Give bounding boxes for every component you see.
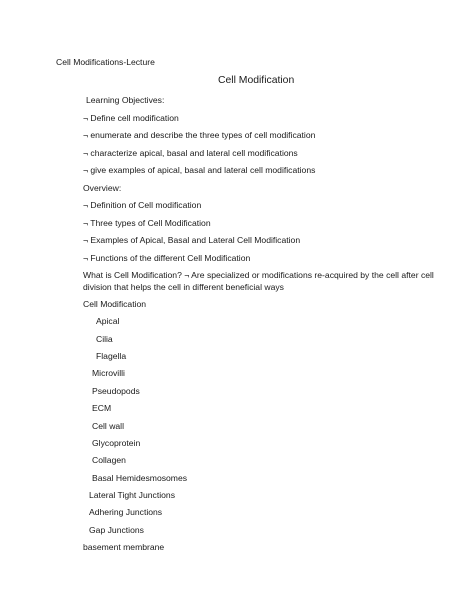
overview-item: ¬ Three types of Cell Modification: [83, 218, 211, 228]
objective-item: ¬ enumerate and describe the three types of cell modification: [83, 130, 316, 140]
question-line-1: What is Cell Modification? ¬ Are specialized or modifications re-acquired by the cell after cell: [83, 270, 434, 280]
list-item-cilia: Cilia: [96, 334, 113, 344]
list-item-gap-junctions: Gap Junctions: [89, 525, 144, 535]
document-title: Cell Modification: [218, 75, 295, 86]
list-item-apical: Apical: [96, 316, 120, 326]
list-item-glycoprotein: Glycoprotein: [92, 438, 141, 448]
list-item-microvilli: Microvilli: [92, 368, 125, 378]
overview-item: ¬ Examples of Apical, Basal and Lateral Cell Modification: [83, 235, 301, 245]
list-item-adhering-junctions: Adhering Junctions: [89, 507, 163, 517]
list-item-flagella: Flagella: [96, 351, 127, 361]
overview-item: ¬ Functions of the different Cell Modification: [83, 253, 251, 263]
footer-item: basement membrane: [83, 542, 165, 552]
overview-heading: Overview:: [83, 183, 122, 193]
list-item-ecm: ECM: [92, 403, 112, 413]
question-line-2: division that helps the cell in different beneficial ways: [83, 282, 284, 292]
overview-item: ¬ Definition of Cell modification: [83, 200, 202, 210]
objective-item: ¬ give examples of apical, basal and lateral cell modifications: [83, 165, 316, 175]
list-item-cell-wall: Cell wall: [92, 421, 124, 431]
list-item-basal-hemidesmosomes: Basal Hemidesmosomes: [92, 473, 188, 483]
list-item-collagen: Collagen: [92, 455, 126, 465]
list-item-pseudopods: Pseudopods: [92, 386, 140, 396]
list-heading: Cell Modification: [83, 299, 147, 309]
objectives-heading: Learning Objectives:: [86, 95, 165, 105]
document-header: Cell Modifications-Lecture: [56, 57, 155, 67]
objective-item: ¬ characterize apical, basal and lateral cell modifications: [83, 148, 298, 158]
list-item-lateral-tight-junctions: Lateral Tight Junctions: [89, 490, 175, 500]
objective-item: ¬ Define cell modification: [83, 113, 179, 123]
